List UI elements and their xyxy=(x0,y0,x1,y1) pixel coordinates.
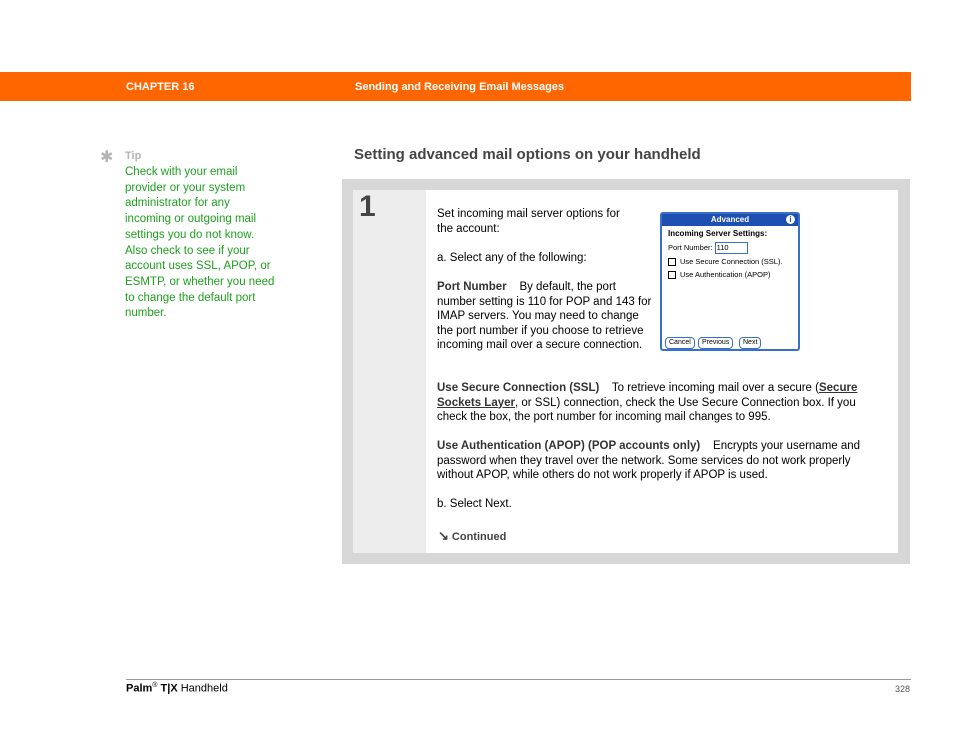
palm-next-button[interactable]: Next xyxy=(739,337,761,349)
chapter-title: Sending and Receiving Email Messages xyxy=(355,81,565,93)
palm-ssl-label: Use Secure Connection (SSL). xyxy=(680,257,783,266)
palm-apop-row[interactable] xyxy=(668,270,770,279)
footer-brand: Palm xyxy=(126,682,153,695)
tip-label: Tip xyxy=(125,150,142,162)
port-number-label: Port Number xyxy=(437,281,507,293)
info-icon[interactable]: i xyxy=(786,215,795,224)
continued-label: Continued xyxy=(451,531,507,543)
ssl-text-2: , or SSL) connection, check the Use Secure Connection box. If you check the box, the port number for incoming mail changes to 995. xyxy=(437,396,856,423)
port-number-paragraph xyxy=(437,280,655,353)
palm-ssl-row[interactable] xyxy=(668,257,783,266)
step-number-column xyxy=(353,190,426,553)
footer-model: T|X xyxy=(160,682,178,695)
apop-paragraph xyxy=(437,439,882,483)
palm-port-row xyxy=(668,242,748,254)
palm-dialog-title: Advanced xyxy=(662,214,798,226)
apop-text: Encrypts your username and password when they travel over the network. Some services do not work properly without APOP, while others do not work properly if APOP is used. xyxy=(437,440,861,481)
ssl-glossary-link[interactable]: Secure Sockets Layer xyxy=(437,382,858,409)
palm-advanced-dialog xyxy=(660,212,800,351)
arrow-down-right-icon: ↘ xyxy=(438,528,449,543)
footer-divider xyxy=(126,679,911,680)
ssl-paragraph xyxy=(437,381,882,425)
chapter-label: CHAPTER 16 xyxy=(126,81,195,93)
section-title: Setting advanced mail options on your handheld xyxy=(354,146,701,163)
step-sub-a: a. Select any of the following: xyxy=(437,252,587,264)
asterisk-icon: ✱ xyxy=(100,149,114,166)
palm-dialog-subtitle: Incoming Server Settings: xyxy=(668,229,768,238)
continued-link[interactable] xyxy=(438,528,506,544)
step-number: 1 xyxy=(359,190,376,223)
footer-product-name: Handheld xyxy=(180,682,228,695)
apop-label: Use Authentication (APOP) (POP accounts only) xyxy=(437,440,701,452)
port-number-text: By default, the port number setting is 110 for POP and 143 for IMAP servers. You may need to change the port number if you choose to retrieve incoming mail over a secure connection. xyxy=(437,281,652,351)
step-sub-b: b. Select Next. xyxy=(437,498,512,510)
palm-apop-checkbox[interactable] xyxy=(668,271,676,279)
ssl-text-1: To retrieve incoming mail over a secure ( xyxy=(611,382,819,394)
palm-cancel-button[interactable]: Cancel xyxy=(665,337,695,349)
ssl-label: Use Secure Connection (SSL) xyxy=(437,382,600,394)
palm-port-input[interactable]: 110 xyxy=(715,242,748,254)
page-number: 328 xyxy=(894,684,910,694)
tip-text: Check with your email provider or your system administrator for any incoming or outgoing mail settings you do not know. Also check to see if your account uses SSL, APOP, or ESMTP, or whether you need to change the default port number. xyxy=(125,166,275,320)
palm-apop-label: Use Authentication (APOP) xyxy=(680,270,771,279)
footer-reg-mark: ® xyxy=(152,682,158,689)
step-intro: Set incoming mail server options for the account: xyxy=(437,208,620,235)
palm-previous-button[interactable]: Previous xyxy=(698,337,733,349)
palm-port-label: Port Number: xyxy=(668,242,713,252)
footer-product xyxy=(126,682,228,695)
palm-ssl-checkbox[interactable] xyxy=(668,258,676,266)
